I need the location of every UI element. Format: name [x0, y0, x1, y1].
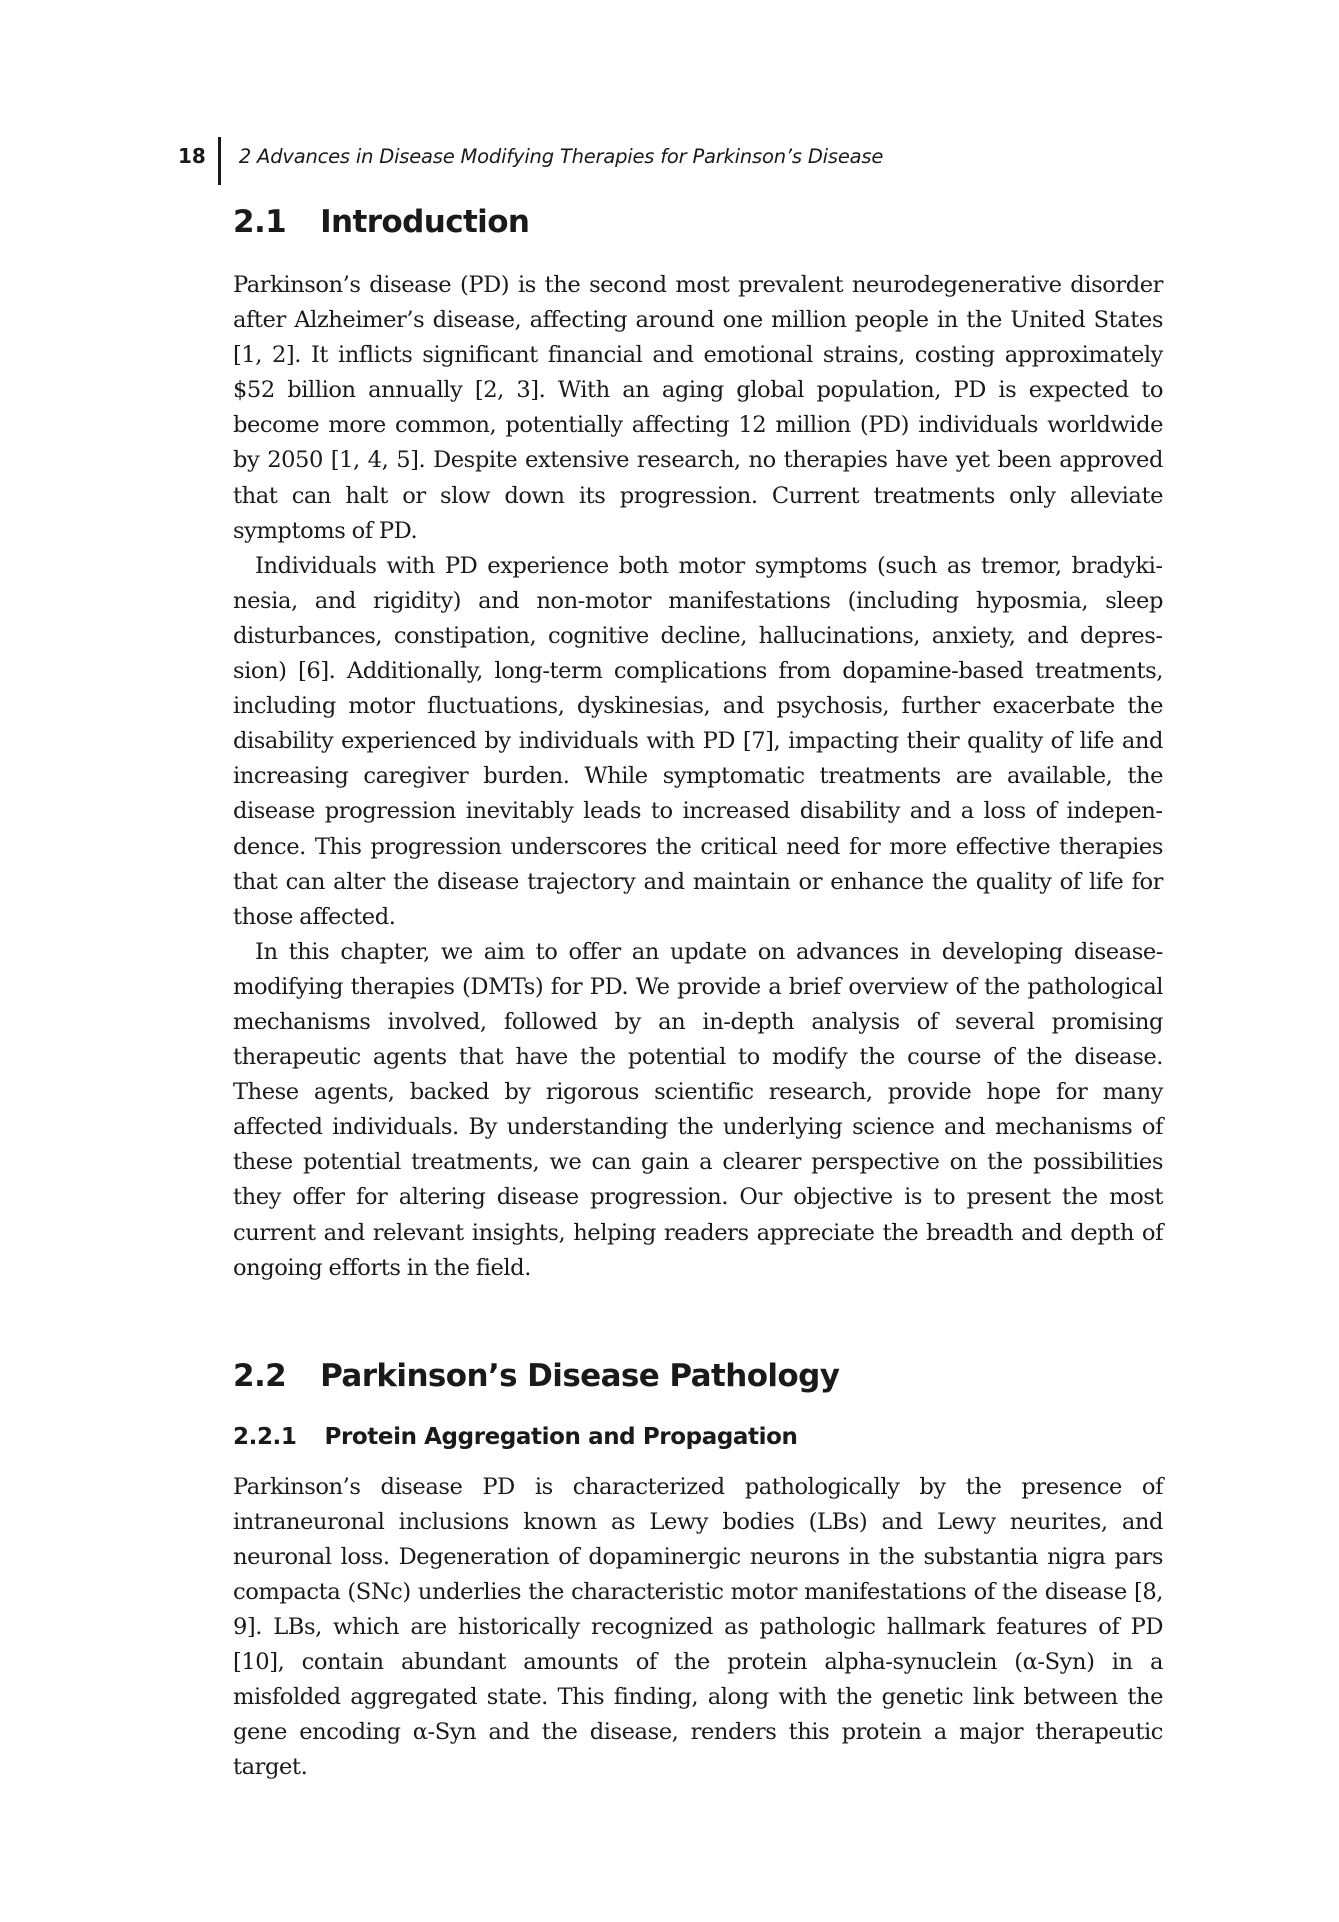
section-title: Parkinson’s Disease Pathology — [320, 1357, 840, 1394]
section-heading-pathology — [233, 1352, 1163, 1400]
section-title: Introduction — [320, 204, 530, 240]
paragraph: Parkinson’s disease PD is characterized pathologically by the presence of intraneuronal inclusions known as Lewy bodies (LBs) and Lewy neurites, and neuronal loss. Degeneration of dopaminergic neurons in the substantia nigra pars compacta (SNc) underlies the characteristic motor manifestations of the disease [8, 9]. LBs, which are historically recognized as pathologic hallmark features of PD [10], contain abundant amounts of the protein alpha-synuclein (α-Syn) in a misfolded aggregated state. This finding, along with the genetic link between the gene encoding α-Syn and the disease, renders this protein a major therapeutic target. — [233, 1473, 1163, 1781]
section-number: 2.1 — [233, 204, 287, 240]
subsection-heading-protein-aggregation — [233, 1420, 1163, 1454]
running-title: 2 Advances in Disease Modifying Therapies for Parkinson’s Disease — [238, 144, 884, 168]
paragraph: Individuals with PD experience both motor symptoms (such as tremor, bradykinesia, and rigidity) and non-motor manifestations (including hyposmia, sleep disturbances, constipation, cognitive decline, hallucinations, anxiety, and depression) [6]. Additionally, long-term complications from dopamine-based treatments, including motor fluctuations, dyskinesias, and psychosis, further exacerbate the disability experienced by individuals with PD [7], impacting their quality of life and increasing caregiver burden. While symptomatic treatments are available, the disease progression inevitably leads to increased disability and a loss of independence. This progression underscores the critical need for more effective therapies that can alter the disease trajectory and maintain or enhance the quality of life for those affected. — [233, 552, 1163, 930]
page-body — [233, 198, 1163, 1786]
running-head — [178, 136, 883, 176]
subsection-number: 2.2.1 — [233, 1423, 297, 1450]
section-heading-introduction — [233, 198, 1163, 246]
subsection-title: Protein Aggregation and Propagation — [324, 1423, 798, 1450]
paragraph: Parkinson’s disease (PD) is the second most prevalent neurodegenerative disorder after Alzheimer’s disease, affecting around one million people in the United States [1, 2]. It inflicts significant financial and emotional strains, costing approximately $52 billion annually [2, 3]. With an aging global population, PD is expected to become more common, potentially affecting 12 million (PD) individuals worldwide by 2050 [1, 4, 5]. Despite extensive research, no therapies have yet been approved that can halt or slow down its progression. Current treatments only alleviate symptoms of PD. — [233, 272, 1163, 544]
page-number: 18 — [178, 144, 206, 168]
paragraph: In this chapter, we aim to offer an update on advances in developing disease-modifying therapies (DMTs) for PD. We provide a brief overview of the pathological mechanisms involved, followed by an in-depth analysis of several promising therapeutic agents that have the potential to modify the course of the disease. These agents, backed by rigorous scientific research, provide hope for many affected individuals. By understanding the underlying science and mechanisms of these potential treatments, we can gain a clearer perspective on the possibilities they offer for altering disease progression. Our objective is to present the most current and relevant insights, helping readers appreciate the breadth and depth of ongoing efforts in the field. — [233, 938, 1163, 1281]
section-number: 2.2 — [233, 1357, 287, 1394]
